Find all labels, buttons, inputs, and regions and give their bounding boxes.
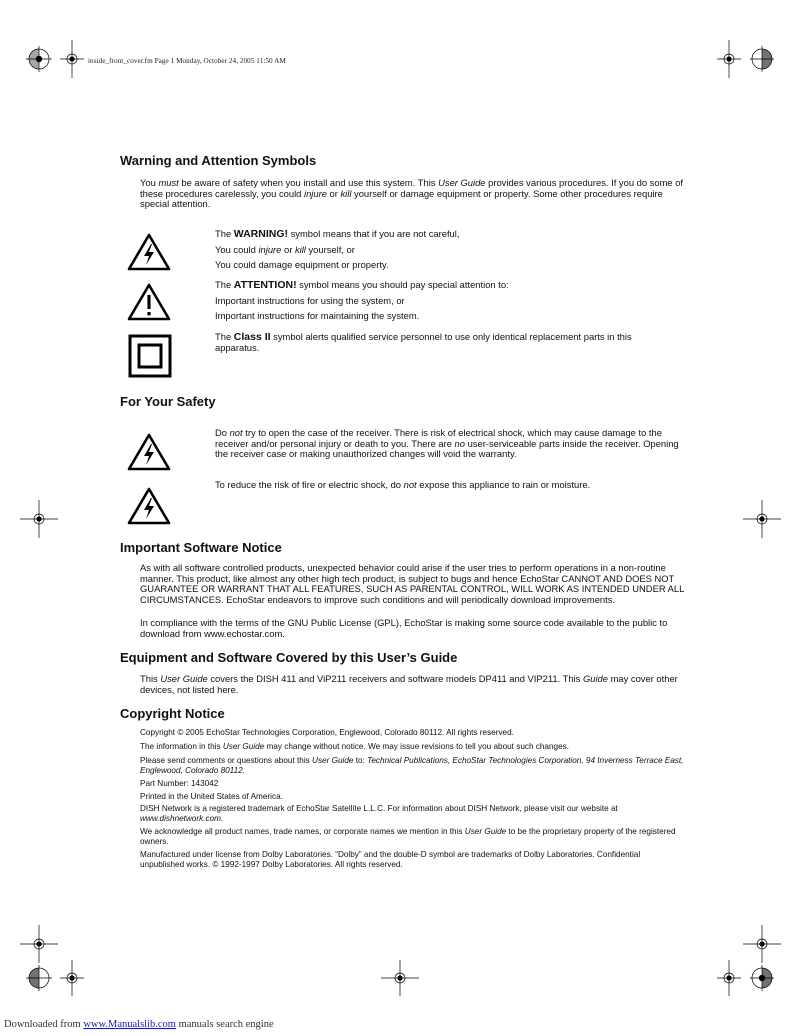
registration-mark-top-left bbox=[29, 49, 49, 69]
emphasis: not bbox=[403, 479, 417, 490]
warning-block bbox=[215, 226, 685, 272]
registration-mark-bottom-left bbox=[29, 968, 49, 988]
slug-line: inside_front_cover.fm Page 1 Monday, October 24, 2005 11:50 AM bbox=[88, 57, 286, 65]
text: The bbox=[215, 279, 234, 290]
text: or bbox=[326, 187, 341, 199]
emphasis: not bbox=[229, 427, 243, 438]
emphasis: Guide bbox=[582, 673, 608, 684]
emphasis: Technical Publications, EchoStar Technologies Corporation, 94 Inverness Terrace East, Englewood, Colorado 80112. bbox=[140, 756, 684, 775]
footer-suffix: manuals search engine bbox=[175, 1019, 274, 1030]
safety-paragraph-2 bbox=[215, 480, 680, 491]
class-ii-block bbox=[215, 332, 635, 353]
download-footer bbox=[4, 1019, 274, 1030]
copyright-printed: Printed in the United States of America. bbox=[140, 792, 283, 801]
copyright-dolby: Manufactured under license from Dolby Laboratories. “Dolby” and the double-D symbol are trademarks of Dolby Laboratories. Confidential unpublished works. © 1992-1997 Dolby Laboratories. All rights reserved. bbox=[140, 850, 641, 869]
emphasis: User Guide bbox=[222, 742, 265, 751]
text: may cover other devices, not listed here. bbox=[140, 673, 678, 695]
electric-warning-icon bbox=[127, 433, 171, 471]
text: This bbox=[140, 673, 161, 684]
text: or bbox=[281, 244, 295, 255]
registration-mark-bottom-center bbox=[395, 973, 405, 983]
warning-intro bbox=[140, 178, 685, 210]
text: symbol means you should pay special attention to: bbox=[296, 279, 509, 290]
attention-icon bbox=[127, 283, 171, 321]
text: symbol alerts qualified service personnel to use only identical replacement parts in this apparatus. bbox=[215, 331, 632, 353]
text: be aware of safety when you install and use this system. This bbox=[178, 177, 439, 188]
registration-mark-bottom-right-small bbox=[724, 973, 734, 983]
emphasis: User Guide bbox=[160, 673, 208, 684]
attention-line-2: Important instructions for using the system, or bbox=[215, 295, 405, 306]
text: yourself, or bbox=[305, 244, 355, 255]
class-ii-icon bbox=[128, 334, 172, 378]
safety-paragraph-1 bbox=[215, 428, 680, 460]
electric-warning-icon bbox=[127, 233, 171, 271]
text: to be the proprietary property of the registered owners. bbox=[140, 827, 676, 846]
copyright-dish-network bbox=[140, 804, 685, 823]
heading-for-your-safety: For Your Safety bbox=[120, 394, 216, 409]
emphasis: User Guide bbox=[438, 177, 486, 188]
text: expose this appliance to rain or moisture. bbox=[416, 479, 591, 490]
emphasis: kill bbox=[294, 244, 306, 255]
text: covers the DISH 411 and ViP211 receivers and software models DP411 and VIP211. This bbox=[207, 673, 583, 684]
registration-mark-bottom-left-small bbox=[34, 939, 44, 949]
text: to: bbox=[353, 756, 368, 765]
text: Do bbox=[215, 427, 230, 438]
warning-line-3: You could damage equipment or property. bbox=[215, 259, 389, 270]
text: yourself or damage equipment or property. Some other procedures require special attention. bbox=[140, 187, 663, 210]
warning-line-1 bbox=[215, 226, 685, 242]
software-paragraph-2: In compliance with the terms of the GNU Public License (GPL), EchoStar is making some source code available to the public to download from www.echostar.com. bbox=[140, 617, 668, 639]
emphasis: must bbox=[158, 177, 179, 188]
registration-mark-left bbox=[34, 514, 44, 524]
registration-mark-bottom-right-2 bbox=[757, 939, 767, 949]
emphasis: www.dishnetwork.com. bbox=[140, 813, 224, 823]
registration-mark-top-center bbox=[67, 54, 77, 64]
text: You could bbox=[215, 244, 259, 255]
warning-line-2 bbox=[215, 242, 685, 257]
emphasis: kill bbox=[340, 187, 352, 199]
attention-line-1 bbox=[215, 277, 685, 293]
electric-warning-icon bbox=[127, 487, 171, 525]
text: You bbox=[140, 177, 159, 188]
registration-mark-right bbox=[757, 514, 767, 524]
registration-mark-top-right-big bbox=[752, 49, 772, 69]
warning-label: WARNING! bbox=[233, 228, 289, 240]
text: provides various procedures. If you do some of these procedures carelessly, you could bbox=[140, 177, 684, 199]
attention-block bbox=[215, 277, 685, 323]
copyright-acknowledge bbox=[140, 827, 685, 846]
equipment-paragraph bbox=[140, 674, 695, 695]
text: We acknowledge all product names, trade names, or corporate names we mention in this bbox=[140, 827, 465, 836]
heading-warning-symbols: Warning and Attention Symbols bbox=[120, 153, 317, 168]
text: symbol means that if you are not careful, bbox=[288, 228, 460, 239]
text: DISH Network is a registered trademark of EchoStar Satellite L.L.C. For information about DISH Network, please visit our website at bbox=[140, 804, 618, 813]
text: may change without notice. We may issue revisions to tell you about such changes. bbox=[264, 742, 570, 751]
footer-prefix: Downloaded from bbox=[4, 1019, 84, 1030]
heading-copyright: Copyright Notice bbox=[120, 706, 225, 721]
emphasis: User Guide bbox=[312, 756, 354, 765]
copyright-line-1: Copyright © 2005 EchoStar Technologies Corporation, Englewood, Colorado 80112. All rights reserved. bbox=[140, 728, 514, 737]
registration-mark-bottom-right bbox=[752, 968, 772, 988]
emphasis: User Guide bbox=[464, 827, 507, 836]
text: try to open the case of the receiver. There is risk of electrical shock, which may cause damage to the receiver and/or personal injury or death to you. There are bbox=[215, 427, 662, 449]
attention-line-3: Important instructions for maintaining the system. bbox=[215, 310, 420, 321]
attention-label: ATTENTION! bbox=[233, 279, 297, 291]
text: The bbox=[215, 228, 234, 239]
manualslib-link[interactable]: www.Manualslib.com bbox=[83, 1019, 176, 1030]
registration-mark-bottom-left-2 bbox=[67, 973, 77, 983]
heading-software-notice: Important Software Notice bbox=[120, 540, 282, 555]
text: user-serviceable parts inside the receiver. Opening the receiver case or making unauthorized changes will void the warranty. bbox=[215, 437, 679, 460]
text: The information in this bbox=[140, 742, 223, 751]
emphasis: no bbox=[454, 437, 465, 449]
copyright-line-2 bbox=[140, 742, 685, 752]
class-ii-label: Class II bbox=[233, 331, 271, 343]
registration-mark-top-right bbox=[724, 54, 734, 64]
text: The bbox=[215, 331, 234, 342]
emphasis: injure bbox=[303, 187, 327, 199]
copyright-line-3 bbox=[140, 756, 685, 775]
software-paragraph-1: As with all software controlled products, unexpected behavior could arise if the user tries to perform operations in a non-routine manner. This product, like almost any other high tech product, is subject to bugs and hence EchoStar CANNOT AND DOES NOT GUARANTEE OR WARRANT THAT ALL FEATURES, SUCH AS PARENTAL CONTROL, WILL WORK AS INTENDED UNDER ALL CIRCUMSTANCES. EchoStar endeavors to improve such conditions and will periodically download improvements. bbox=[140, 562, 685, 605]
copyright-part-number: Part Number: 143042 bbox=[140, 779, 219, 788]
heading-equipment: Equipment and Software Covered by this User’s Guide bbox=[120, 650, 458, 665]
emphasis: injure bbox=[258, 244, 282, 255]
text: To reduce the risk of fire or electric shock, do bbox=[215, 479, 404, 490]
text: Please send comments or questions about this bbox=[140, 756, 313, 765]
